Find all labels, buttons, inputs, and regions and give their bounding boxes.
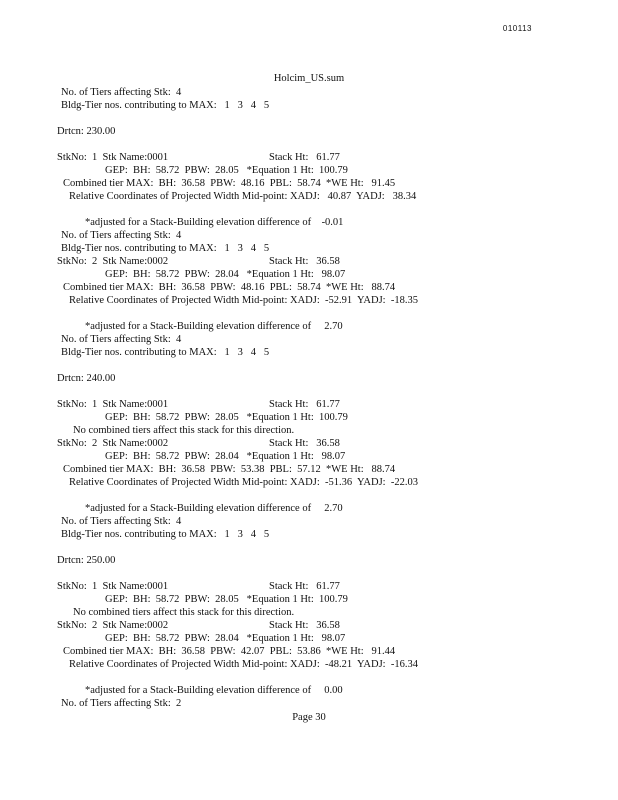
blank-line xyxy=(0,359,618,372)
text-line xyxy=(0,554,618,567)
text-line xyxy=(0,463,618,476)
line-text: *adjusted for a Stack-Building elevation difference of 0.00 xyxy=(85,685,343,696)
line-text: Combined tier MAX: BH: 36.58 PBW: 53.38 PBL: 57.12 *WE Ht: 88.74 xyxy=(63,464,396,475)
text-line xyxy=(0,320,618,333)
line-text: Bldg-Tier nos. contributing to MAX: 1 3 4 5 xyxy=(61,100,270,111)
line-text: Relative Coordinates of Projected Width Mid-point: XADJ: -48.21 YADJ: -16.34 xyxy=(69,659,418,670)
line-text: No. of Tiers affecting Stk: 2 xyxy=(61,698,182,709)
text-line xyxy=(0,398,618,411)
line-text: StkNo: 2 Stk Name:0002 xyxy=(57,620,169,631)
text-line xyxy=(0,697,618,710)
text-line xyxy=(0,242,618,255)
line-text: Bldg-Tier nos. contributing to MAX: 1 3 4 5 xyxy=(61,529,270,540)
line-text-column: Stack Ht: 61.77 xyxy=(269,152,340,163)
text-line xyxy=(0,125,618,138)
text-line xyxy=(0,424,618,437)
text-line xyxy=(0,528,618,541)
text-line xyxy=(0,151,618,164)
line-text: GEP: BH: 58.72 PBW: 28.04 *Equation 1 Ht: 98.07 xyxy=(105,451,346,462)
blank-line xyxy=(0,112,618,125)
text-line xyxy=(0,255,618,268)
blank-line xyxy=(0,203,618,216)
line-text: Combined tier MAX: BH: 36.58 PBW: 48.16 PBL: 58.74 *WE Ht: 88.74 xyxy=(63,282,396,293)
line-text: StkNo: 1 Stk Name:0001 xyxy=(57,152,169,163)
line-text: Drtcn: 230.00 xyxy=(57,126,116,137)
line-text-column: Stack Ht: 36.58 xyxy=(269,620,340,631)
document-body xyxy=(0,86,618,710)
text-line xyxy=(0,164,618,177)
text-line xyxy=(0,450,618,463)
line-text: GEP: BH: 58.72 PBW: 28.04 *Equation 1 Ht: 98.07 xyxy=(105,269,346,280)
blank-line xyxy=(0,671,618,684)
line-text: Relative Coordinates of Projected Width Mid-point: XADJ: -52.91 YADJ: -18.35 xyxy=(69,295,418,306)
line-text: GEP: BH: 58.72 PBW: 28.05 *Equation 1 Ht: 100.79 xyxy=(105,165,348,176)
line-text-column: Stack Ht: 36.58 xyxy=(269,438,340,449)
text-line xyxy=(0,632,618,645)
line-text: StkNo: 2 Stk Name:0002 xyxy=(57,256,169,267)
document-title: Holcim_US.sum xyxy=(273,73,345,84)
line-text: No combined tiers affect this stack for this direction. xyxy=(73,607,295,618)
line-text: GEP: BH: 58.72 PBW: 28.05 *Equation 1 Ht: 100.79 xyxy=(105,412,348,423)
line-text: No. of Tiers affecting Stk: 4 xyxy=(61,334,182,345)
text-line xyxy=(0,645,618,658)
blank-line xyxy=(0,138,618,151)
blank-line xyxy=(0,385,618,398)
line-text: No. of Tiers affecting Stk: 4 xyxy=(61,230,182,241)
line-text: *adjusted for a Stack-Building elevation difference of 2.70 xyxy=(85,503,343,514)
line-text: GEP: BH: 58.72 PBW: 28.05 *Equation 1 Ht: 100.79 xyxy=(105,594,348,605)
line-text: *adjusted for a Stack-Building elevation difference of -0.01 xyxy=(85,217,344,228)
text-line xyxy=(0,281,618,294)
text-line xyxy=(0,580,618,593)
line-text: StkNo: 1 Stk Name:0001 xyxy=(57,581,169,592)
text-line xyxy=(0,294,618,307)
line-text: Combined tier MAX: BH: 36.58 PBW: 48.16 PBL: 58.74 *WE Ht: 91.45 xyxy=(63,178,396,189)
line-text: StkNo: 1 Stk Name:0001 xyxy=(57,399,169,410)
text-line xyxy=(0,99,618,112)
blank-line xyxy=(0,541,618,554)
text-line xyxy=(0,593,618,606)
text-line xyxy=(0,502,618,515)
line-text: GEP: BH: 58.72 PBW: 28.04 *Equation 1 Ht: 98.07 xyxy=(105,633,346,644)
line-text: No combined tiers affect this stack for this direction. xyxy=(73,425,295,436)
page-number: Page 30 xyxy=(292,712,326,723)
text-line xyxy=(0,229,618,242)
line-text: No. of Tiers affecting Stk: 4 xyxy=(61,516,182,527)
line-text: Bldg-Tier nos. contributing to MAX: 1 3 4 5 xyxy=(61,347,270,358)
text-line xyxy=(0,658,618,671)
line-text: Bldg-Tier nos. contributing to MAX: 1 3 4 5 xyxy=(61,243,270,254)
text-line xyxy=(0,411,618,424)
line-text: Relative Coordinates of Projected Width Mid-point: XADJ: 40.87 YADJ: 38.34 xyxy=(69,191,417,202)
line-text: *adjusted for a Stack-Building elevation difference of 2.70 xyxy=(85,321,343,332)
line-text: Relative Coordinates of Projected Width Mid-point: XADJ: -51.36 YADJ: -22.03 xyxy=(69,477,418,488)
line-text: No. of Tiers affecting Stk: 4 xyxy=(61,87,182,98)
blank-line xyxy=(0,489,618,502)
line-text-column: Stack Ht: 36.58 xyxy=(269,256,340,267)
text-line xyxy=(0,437,618,450)
blank-line xyxy=(0,307,618,320)
line-text: Drtcn: 250.00 xyxy=(57,555,116,566)
text-line xyxy=(0,333,618,346)
text-line xyxy=(0,190,618,203)
blank-line xyxy=(0,567,618,580)
text-line xyxy=(0,684,618,697)
text-line xyxy=(0,177,618,190)
text-line xyxy=(0,515,618,528)
line-text: Combined tier MAX: BH: 36.58 PBW: 42.07 PBL: 53.86 *WE Ht: 91.44 xyxy=(63,646,396,657)
text-line xyxy=(0,619,618,632)
text-line xyxy=(0,86,618,99)
line-text-column: Stack Ht: 61.77 xyxy=(269,399,340,410)
text-line xyxy=(0,268,618,281)
line-text: Drtcn: 240.00 xyxy=(57,373,116,384)
text-line xyxy=(0,606,618,619)
line-text-column: Stack Ht: 61.77 xyxy=(269,581,340,592)
line-text: StkNo: 2 Stk Name:0002 xyxy=(57,438,169,449)
document-id: 010113 xyxy=(502,24,532,33)
text-line xyxy=(0,372,618,385)
text-line xyxy=(0,216,618,229)
text-line xyxy=(0,476,618,489)
text-line xyxy=(0,346,618,359)
